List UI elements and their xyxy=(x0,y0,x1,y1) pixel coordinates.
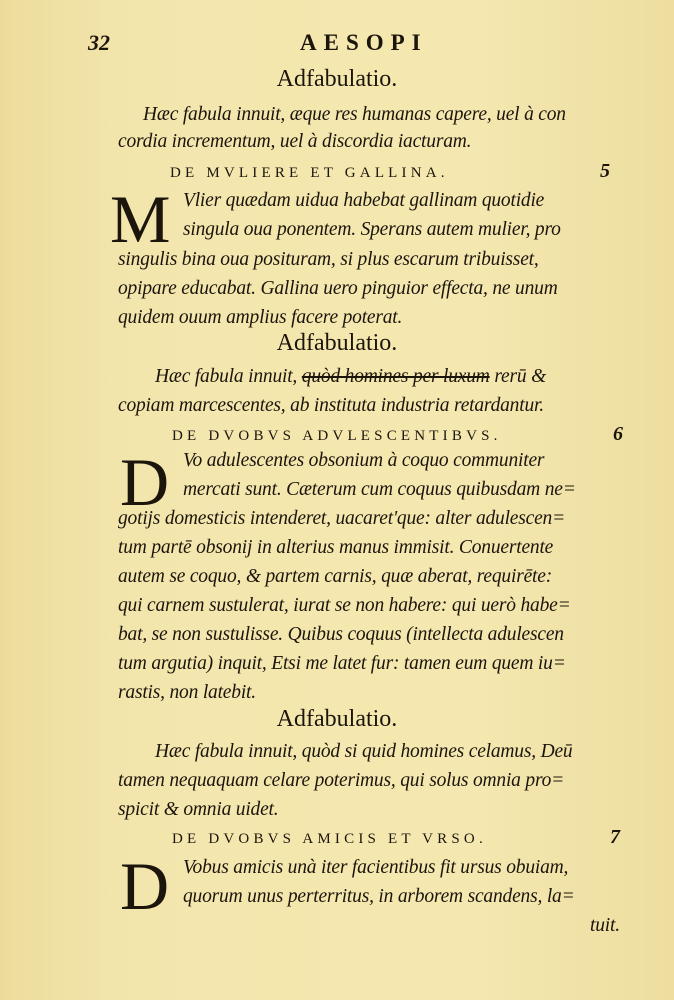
fable-line: singula oua ponentem. Sperans autem mulier, pro xyxy=(183,219,561,240)
fable-line: mercati sunt. Cæterum cum coquus quibusdam ne= xyxy=(183,479,576,500)
fable-title: DE DVOBVS ADVLESCENTIBVS. xyxy=(172,428,502,444)
fable-title: DE MVLIERE ET GALLINA. xyxy=(170,165,449,181)
fable-line: bat, se non sustulisse. Quibus coquus (intellecta adulescen xyxy=(118,624,564,645)
fable-line: opipare educabat. Gallina uero pinguior effecta, ne unum xyxy=(118,278,558,299)
fable-title: DE DVOBVS AMICIS ET VRSO. xyxy=(172,831,487,847)
moral-line: Hæc fabula innuit, æque res humanas capere, uel à con xyxy=(143,104,566,125)
fable-line: Vobus amicis unà iter facientibus fit ursus obuiam, xyxy=(183,857,569,878)
fable-line: singulis bina oua posituram, si plus escarum tribuisset, xyxy=(118,249,539,270)
fable-line: Vlier quædam uidua habebat gallinam quotidie xyxy=(183,190,545,211)
drop-cap: M xyxy=(110,181,171,257)
drop-cap: D xyxy=(120,848,170,924)
moral-line: Hæc fabula innuit, quòd si quid homines celamus, Deū xyxy=(155,741,573,762)
fable-line: gotijs domesticis intenderet, uacaret'que: alter adulescen= xyxy=(118,508,566,529)
moral-text: rerū & xyxy=(489,366,547,387)
fable-line: tum partē obsonij in alterius manus immisit. Conuertente xyxy=(118,537,554,558)
moral-text: Hæc fabula innuit, xyxy=(155,366,302,387)
fable-line: Vo adulescentes obsonium à coquo communiter xyxy=(183,450,545,471)
drop-cap: D xyxy=(120,444,170,520)
moral-line: spicit & omnia uidet. xyxy=(118,799,279,820)
fable-number: 5 xyxy=(600,160,610,182)
fable-number: 7 xyxy=(610,826,620,848)
struck-text: quòd homines per luxum xyxy=(301,366,490,387)
page-number: 32 xyxy=(88,30,110,55)
moral-line: cordia incrementum, uel à discordia iacturam. xyxy=(118,131,472,152)
fable-line: rastis, non latebit. xyxy=(118,682,256,703)
adfabulatio-heading: Adfabulatio. xyxy=(276,66,398,92)
moral-line: copiam marcescentes, ab instituta industria retardantur. xyxy=(118,395,544,416)
fable-line: tuit. xyxy=(590,915,620,936)
adfabulatio-heading: Adfabulatio. xyxy=(276,706,398,732)
fable-line: tum argutia) inquit, Etsi me latet fur: tamen eum quem iu= xyxy=(118,653,566,674)
moral-line: tamen nequaquam celare poterimus, qui solus omnia pro= xyxy=(118,770,565,791)
fable-line: quorum unus perterritus, in arborem scandens, la= xyxy=(183,886,575,907)
fable-line: qui carnem sustulerat, iurat se non habere: qui uerò habe= xyxy=(118,595,571,616)
adfabulatio-heading: Adfabulatio. xyxy=(276,330,398,356)
fable-line: quidem ouum amplius facere poterat. xyxy=(118,307,403,328)
moral-line xyxy=(155,366,546,388)
fable-number: 6 xyxy=(613,423,623,445)
fable-line: autem se coquo, & partem carnis, quæ aberat, requirēte: xyxy=(118,566,553,587)
running-head: AESOPI xyxy=(300,30,428,55)
